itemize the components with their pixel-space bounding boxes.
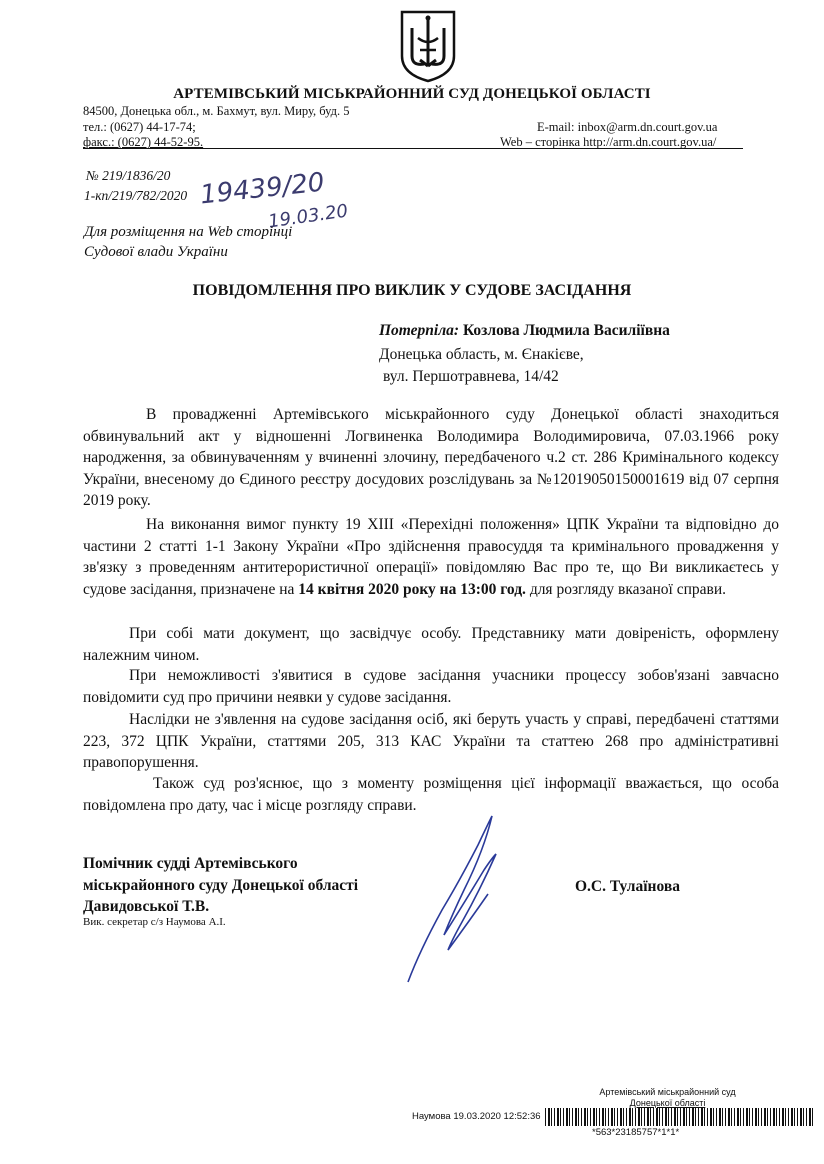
court-name: АРТЕМІВСЬКИЙ МІСЬКРАЙОННИЙ СУД ДОНЕЦЬКОЇ ОБЛАСТІ: [173, 86, 651, 102]
hearing-date: 14 квітня 2020 року на 13:00 год.: [298, 580, 526, 598]
court-address: 84500, Донецька обл., м. Бахмут, вул. Миру, буд. 5: [83, 104, 350, 118]
document-title: ПОВІДОМЛЕННЯ ПРО ВИКЛИК У СУДОВЕ ЗАСІДАННЯ: [192, 282, 632, 299]
handwritten-signature: [400, 810, 520, 990]
addressee-block: [379, 320, 670, 342]
addressee-street: вул. Першотравнева, 14/42: [383, 368, 559, 385]
footer-court-line-2: Донецької області: [629, 1098, 706, 1108]
paragraph-text: При собі мати документ, що засвідчує особу. Представнику мати довіреність, оформлену належним чином.: [83, 625, 779, 664]
body-paragraph-5: [83, 709, 779, 774]
body-paragraph-3: [83, 623, 779, 666]
addressee-role: Потерпіла:: [379, 322, 460, 339]
handwritten-registration-number: 19439/20: [198, 167, 326, 211]
paragraph-text: Також суд роз'яснює, що з моменту розміщення цієї інформації вважається, що особа повідомлена про дату, час і місце розгляду справи.: [83, 775, 779, 814]
court-email: E-mail: inbox@arm.dn.court.gov.ua: [537, 120, 718, 134]
signer-position-line-3: Давидовської Т.В.: [83, 898, 210, 915]
signer-position-line-1: Помічник судді Артемівського: [83, 855, 298, 872]
body-paragraph-1: [83, 404, 779, 512]
signer-name: О.С. Тулаїнова: [575, 878, 680, 895]
publish-note-line-2: Судової влади України: [84, 244, 228, 260]
paragraph-text: В провадженні Артемівського міськрайонного суду Донецької області знаходиться обвинувальний акт у відношенні Логвиненка Володимира Володимировича, 07.03.1966 року народження, за обвинуваченням у вчиненні злочину, передбаченого ч.2 ст. 286 Кримінального кодексу України, внесеному до Єдиного реєстру досудових розслідувань за №12019050150001619 від 07 серпня 2019 року.: [83, 406, 779, 509]
signer-position-line-2: міськрайонного суду Донецької області: [83, 877, 359, 894]
paragraph-text: Наслідки не з'явлення на судове засідання осіб, які беруть участь у справі, передбачені статтями 223, 372 ЦПК України, статтями 205, 313 КАС України та статтею 268 про адміністративні правопорушення.: [83, 711, 779, 771]
secretary-note: Вик. секретар с/з Наумова А.І.: [83, 916, 226, 928]
addressee-city: Донецька область, м. Єнакієве,: [379, 346, 584, 363]
header-divider: [83, 148, 743, 149]
paragraph-text: [83, 514, 779, 600]
body-paragraph-4: [83, 665, 779, 708]
paragraph-part: для розгляду вказаної справи.: [525, 580, 727, 598]
proceeding-number: 1-кп/219/782/2020: [84, 188, 188, 203]
barcode-text: *563*23185757*1*1*: [592, 1127, 680, 1138]
court-phone: тел.: (0627) 44-17-74;: [83, 120, 196, 134]
court-fax: факс.: (0627) 44-52-95.: [83, 135, 204, 149]
court-website: Web – сторінка http://arm.dn.court.gov.ua/: [500, 135, 717, 149]
coat-of-arms-icon: [398, 8, 458, 84]
paragraph-text: При неможливості з'явитися в судове засідання учасники процессу зобов'язані завчасно повідомити суд про причини неявки у судове засідання.: [83, 667, 779, 706]
publish-note-line-1: Для розміщення на Web сторінці: [84, 224, 293, 240]
body-paragraph-2: [83, 514, 779, 600]
case-number: № 219/1836/20: [86, 168, 171, 183]
barcode: [545, 1108, 815, 1126]
footer-stamp: Наумова 19.03.2020 12:52:36: [412, 1111, 541, 1122]
addressee-name: Козлова Людмила Василіївна: [462, 322, 670, 339]
handwritten-date: 19.03.20: [266, 200, 350, 233]
footer-court-line-1: Артемівський міськрайонний суд: [599, 1087, 736, 1097]
paragraph-part: На виконання вимог пункту 19 ХІІІ «Перехідні положення» ЦПК України та відповідно до частини 2 статті 1-1 Закону України «Про здійснення правосуддя та кримінального провадження у зв'язку з проведенням антитерористичної операції» повідомляю Вас про те, що Ви викликаєтесь у судове засідання, призначене на: [83, 516, 779, 598]
